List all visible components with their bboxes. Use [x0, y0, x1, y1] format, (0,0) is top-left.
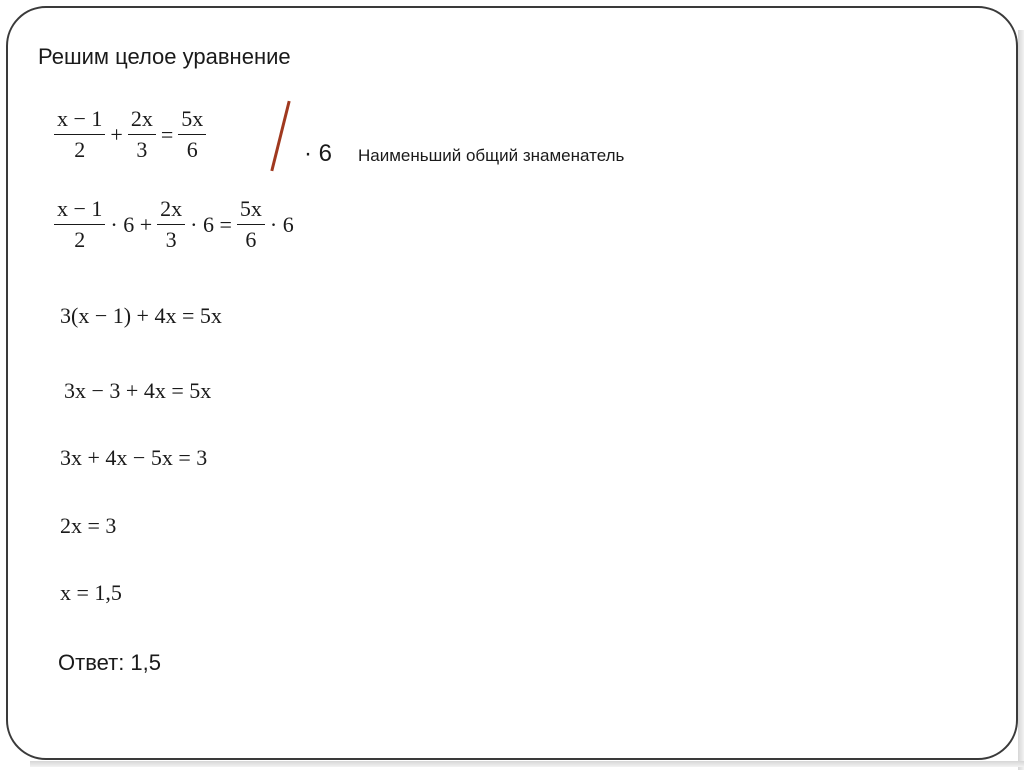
step-2: 3x − 3 + 4x = 5x	[64, 378, 212, 403]
step-3: 3x + 4x − 5x = 3	[60, 445, 208, 470]
fraction-3	[237, 196, 265, 253]
fraction-3-numerator: 5x	[237, 196, 265, 225]
fraction-2-denominator: 3	[136, 137, 148, 162]
multiplier-label: · 6	[304, 140, 333, 167]
fraction-1-numerator: x − 1	[54, 106, 105, 135]
equals-sign: =	[160, 121, 174, 147]
times-six-equals: · 6 =	[190, 211, 232, 237]
fraction-3-denominator: 6	[245, 227, 257, 252]
fraction-2	[128, 106, 156, 163]
fraction-3-numerator: 5x	[178, 106, 206, 135]
slide-title: Решим целое уравнение	[38, 44, 291, 69]
times-six: · 6	[269, 211, 294, 237]
step-4: 2x = 3	[60, 513, 117, 538]
step-5: x = 1,5	[60, 580, 122, 605]
fraction-2-numerator: 2x	[128, 106, 156, 135]
equation-original	[52, 106, 208, 163]
lcd-caption: Наименьший общий знаменатель	[358, 146, 625, 165]
answer-text: Ответ: 1,5	[58, 650, 162, 675]
step-1: 3(x − 1) + 4x = 5x	[60, 303, 222, 328]
fraction-1-denominator: 2	[74, 137, 86, 162]
fraction-2-numerator: 2x	[157, 196, 185, 225]
fraction-1-numerator: x − 1	[54, 196, 105, 225]
fraction-2	[157, 196, 185, 253]
fraction-1	[54, 196, 105, 253]
slide-shadow-bottom	[30, 761, 1024, 767]
fraction-3	[178, 106, 206, 163]
fraction-1-denominator: 2	[74, 227, 86, 252]
times-six-plus: · 6 +	[110, 211, 153, 237]
equation-multiplied	[52, 196, 297, 253]
fraction-2-denominator: 3	[165, 227, 177, 252]
slide-shadow-right	[1018, 30, 1024, 770]
plus-sign: +	[110, 121, 123, 147]
fraction-1	[54, 106, 105, 163]
fraction-3-denominator: 6	[186, 137, 198, 162]
